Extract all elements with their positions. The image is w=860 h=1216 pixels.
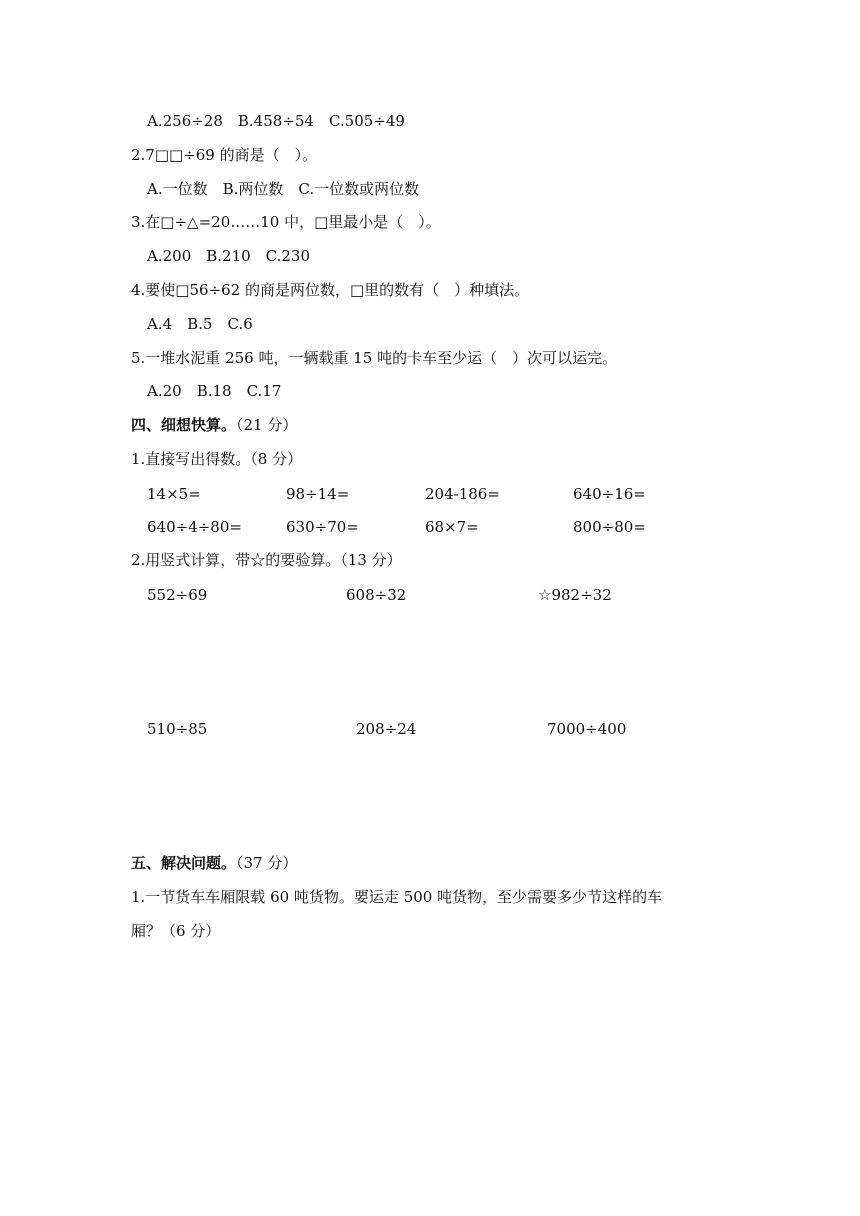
vertical-calc-item: 510÷85 xyxy=(147,720,208,738)
vertical-calc-item: 608÷32 xyxy=(346,586,407,604)
oral-calc-item: 204-186= xyxy=(425,485,500,503)
vertical-calc-item: 552÷69 xyxy=(147,586,208,604)
q1-options: A.256÷28 B.458÷54 C.505÷49 xyxy=(147,112,405,130)
word-problem-line-2: 厢？（6 分） xyxy=(131,922,221,940)
oral-calc-title: 1.直接写出得数。（8 分） xyxy=(131,450,303,468)
vertical-calc-item: 7000÷400 xyxy=(547,720,627,738)
word-problem-line-1: 1.一节货车车厢限载 60 吨货物。要运走 500 吨货物，至少需要多少节这样的车 xyxy=(131,888,663,906)
q4-options: A.4 B.5 C.6 xyxy=(147,315,253,333)
vertical-calc-item: ☆982÷32 xyxy=(538,586,612,604)
section-four-heading xyxy=(131,415,297,435)
q3-text: 3.在□÷△=20……10 中，□里最小是（ ）。 xyxy=(131,213,441,231)
oral-calc-item: 630÷70= xyxy=(286,518,359,536)
q5-options: A.20 B.18 C.17 xyxy=(147,382,282,400)
vertical-calc-title: 2.用竖式计算，带☆的要验算。（13 分） xyxy=(131,551,402,569)
oral-calc-item: 640÷4÷80= xyxy=(147,518,242,536)
section-four-points: （21 分） xyxy=(236,416,298,434)
q5-text: 5.一堆水泥重 256 吨，一辆载重 15 吨的卡车至少运（ ）次可以运完。 xyxy=(131,349,618,367)
oral-calc-item: 640÷16= xyxy=(573,485,646,503)
oral-calc-item: 14×5= xyxy=(147,485,201,503)
q3-options: A.200 B.210 C.230 xyxy=(147,247,310,265)
q4-text: 4.要使□56÷62 的商是两位数，□里的数有（ ）种填法。 xyxy=(131,281,530,299)
section-five-title: 五、解决问题。 xyxy=(131,854,237,872)
oral-calc-item: 68×7= xyxy=(425,518,479,536)
q2-text: 2.7□□÷69 的商是（ ）。 xyxy=(131,146,318,164)
section-five-heading xyxy=(131,853,297,873)
section-five-points: （37 分） xyxy=(236,854,298,872)
oral-calc-item: 800÷80= xyxy=(573,518,646,536)
vertical-calc-item: 208÷24 xyxy=(356,720,417,738)
section-four-title: 四、细想快算。 xyxy=(131,416,237,434)
q2-options: A.一位数 B.两位数 C.一位数或两位数 xyxy=(147,180,420,198)
oral-calc-item: 98÷14= xyxy=(286,485,350,503)
